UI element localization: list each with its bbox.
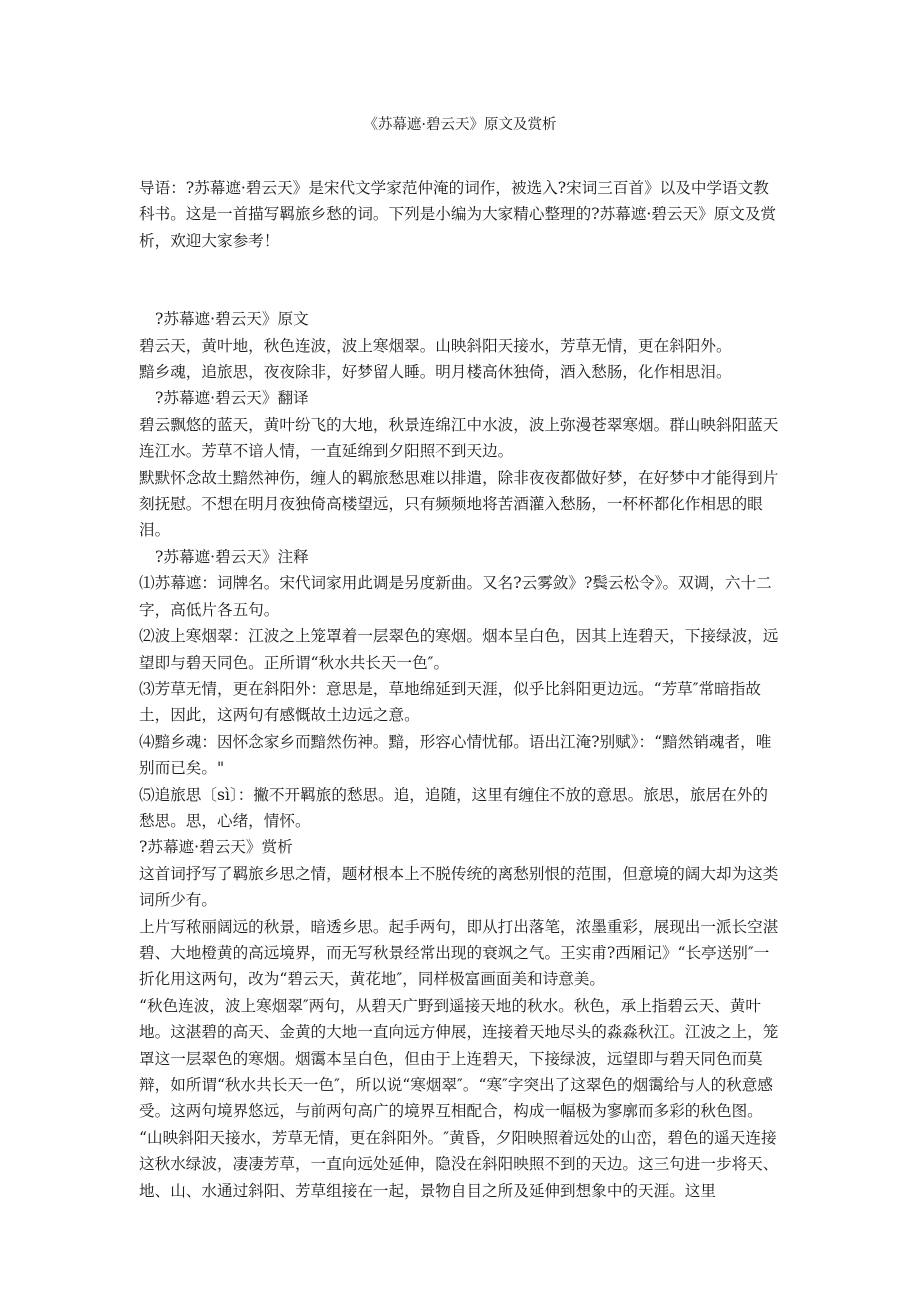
translation-heading: ?苏幕遮·碧云天》翻译 [155, 389, 309, 408]
translation-paragraph: 碧云飘悠的蓝天，黄叶纷飞的大地，秋景连绵江中水波，波上弥漫苍翠寒烟。群山映斜阳蓝天连江水。芳草不谙人情，一直延绵到夕阳照不到天边。 [139, 415, 779, 461]
note-item: ⑴苏幕遮：词牌名。宋代词家用此调是另度新曲。又名?云雾敛》?鬓云松令》。双调，六十二字，高低片各五句。 [139, 574, 772, 619]
appreciation-paragraph: “山映斜阳天接水，芳草无情，更在斜阳外。″黄昏，夕阳映照着远处的山峦，碧色的遥天连接这秋水绿波，凄凄芳草，一直向远处延伸，隐没在斜阳映照不到的天边。这三句进一步将天、地、山、水通过斜阳、芳草组接在一起，景物自目之所及延伸到想象中的天涯。这里 [139, 1128, 779, 1200]
section-gap [139, 254, 783, 306]
note-item: ⑷黯乡魂：因怀念家乡而黯然伤神。黯，形容心情忧郁。语出江淹?别赋》：“黯然销魂者，唯别而已矣。" [139, 732, 772, 778]
notes-heading: ?苏幕遮·碧云天》注释 [155, 547, 309, 566]
document-title: 《苏幕遮·碧云天》原文及赏析 [363, 117, 557, 133]
translation-paragraph: 默默怀念故土黯然神伤，缠人的羁旅愁思难以排遣，除非夜夜都做好梦，在好梦中才能得到片刻抚慰。不想在明月夜独倚高楼望远，只有频频地将苦酒灌入愁肠，一杯杯都化作相思的眼泪。 [139, 468, 779, 540]
original-line: 碧云天，黄叶地，秋色连波，波上寒烟翠。山映斜阳天接水，芳草无情，更在斜阳外。 [139, 336, 732, 355]
document-body [139, 175, 783, 1204]
intro-paragraph: 导语：?苏幕遮·碧云天》是宋代文学家范仲淹的词作，被选入?宋词三百首》以及中学语文教科书。这是一首描写羁旅乡愁的词。下列是小编为大家精心整理的?苏幕遮·碧云天》原文及赏析，欢迎大家参考！ [139, 179, 777, 250]
appreciation-paragraph: “秋色连波，波上寒烟翠″两句，从碧天广野到遥接天地的秋水。秋色，承上指碧云天、黄叶地。这湛碧的高天、金黄的大地一直向远方伸展，连接着天地尽头的淼淼秋江。江波之上，笼罩这一层翠色的寒烟。烟霭本呈白色，但由于上连碧天，下接绿波，远望即与碧天同色而莫辩，如所谓“秋水共长天一色″，所以说“寒烟翠″。“寒″字突出了这翠色的烟霭给与人的秋意感受。这两句境界悠远，与前两句高广的境界互相配合，构成一幅极为寥廓而多彩的秋色图。 [139, 996, 779, 1121]
appreciation-heading: ?苏幕遮·碧云天》赏析 [139, 838, 293, 857]
original-line: 黯乡魂，追旅思，夜夜除非，好梦留人睡。明月楼高休独倚，酒入愁肠，化作相思泪。 [139, 363, 732, 382]
appreciation-paragraph: 这首词抒写了羁旅乡思之情，题材根本上不脱传统的离愁别恨的范围，但意境的阔大却为这类词所少有。 [139, 864, 779, 910]
appreciation-paragraph: 上片写秾丽阔远的秋景，暗透乡思。起手两句，即从打出落笔，浓墨重彩，展现出一派长空湛碧、大地橙黄的高远境界，而无写秋景经常出现的衰飒之气。王实甫?西厢记》“长亭送别″一折化用这两句，改为“碧云天，黄花地″，同样极富画面美和诗意美。 [139, 917, 779, 989]
note-item: ⑸追旅思〔sì〕：撇不开羁旅的愁思。追，追随，这里有缠住不放的意思。旅思，旅居在外的愁思。思，心绪，情怀。 [139, 785, 768, 830]
original-heading: ?苏幕遮·碧云天》原文 [155, 310, 309, 329]
note-item: ⑵波上寒烟翠：江波之上笼罩着一层翠色的寒烟。烟本呈白色，因其上连碧天，下接绿波，远望即与碧天同色。正所谓“秋水共长天一色″。 [139, 627, 779, 672]
note-item: ⑶芳草无情，更在斜阳外：意思是，草地绵延到天涯，似乎比斜阳更边远。“芳草″常暗指故土，因此，这两句有感慨故土边远之意。 [139, 679, 761, 725]
